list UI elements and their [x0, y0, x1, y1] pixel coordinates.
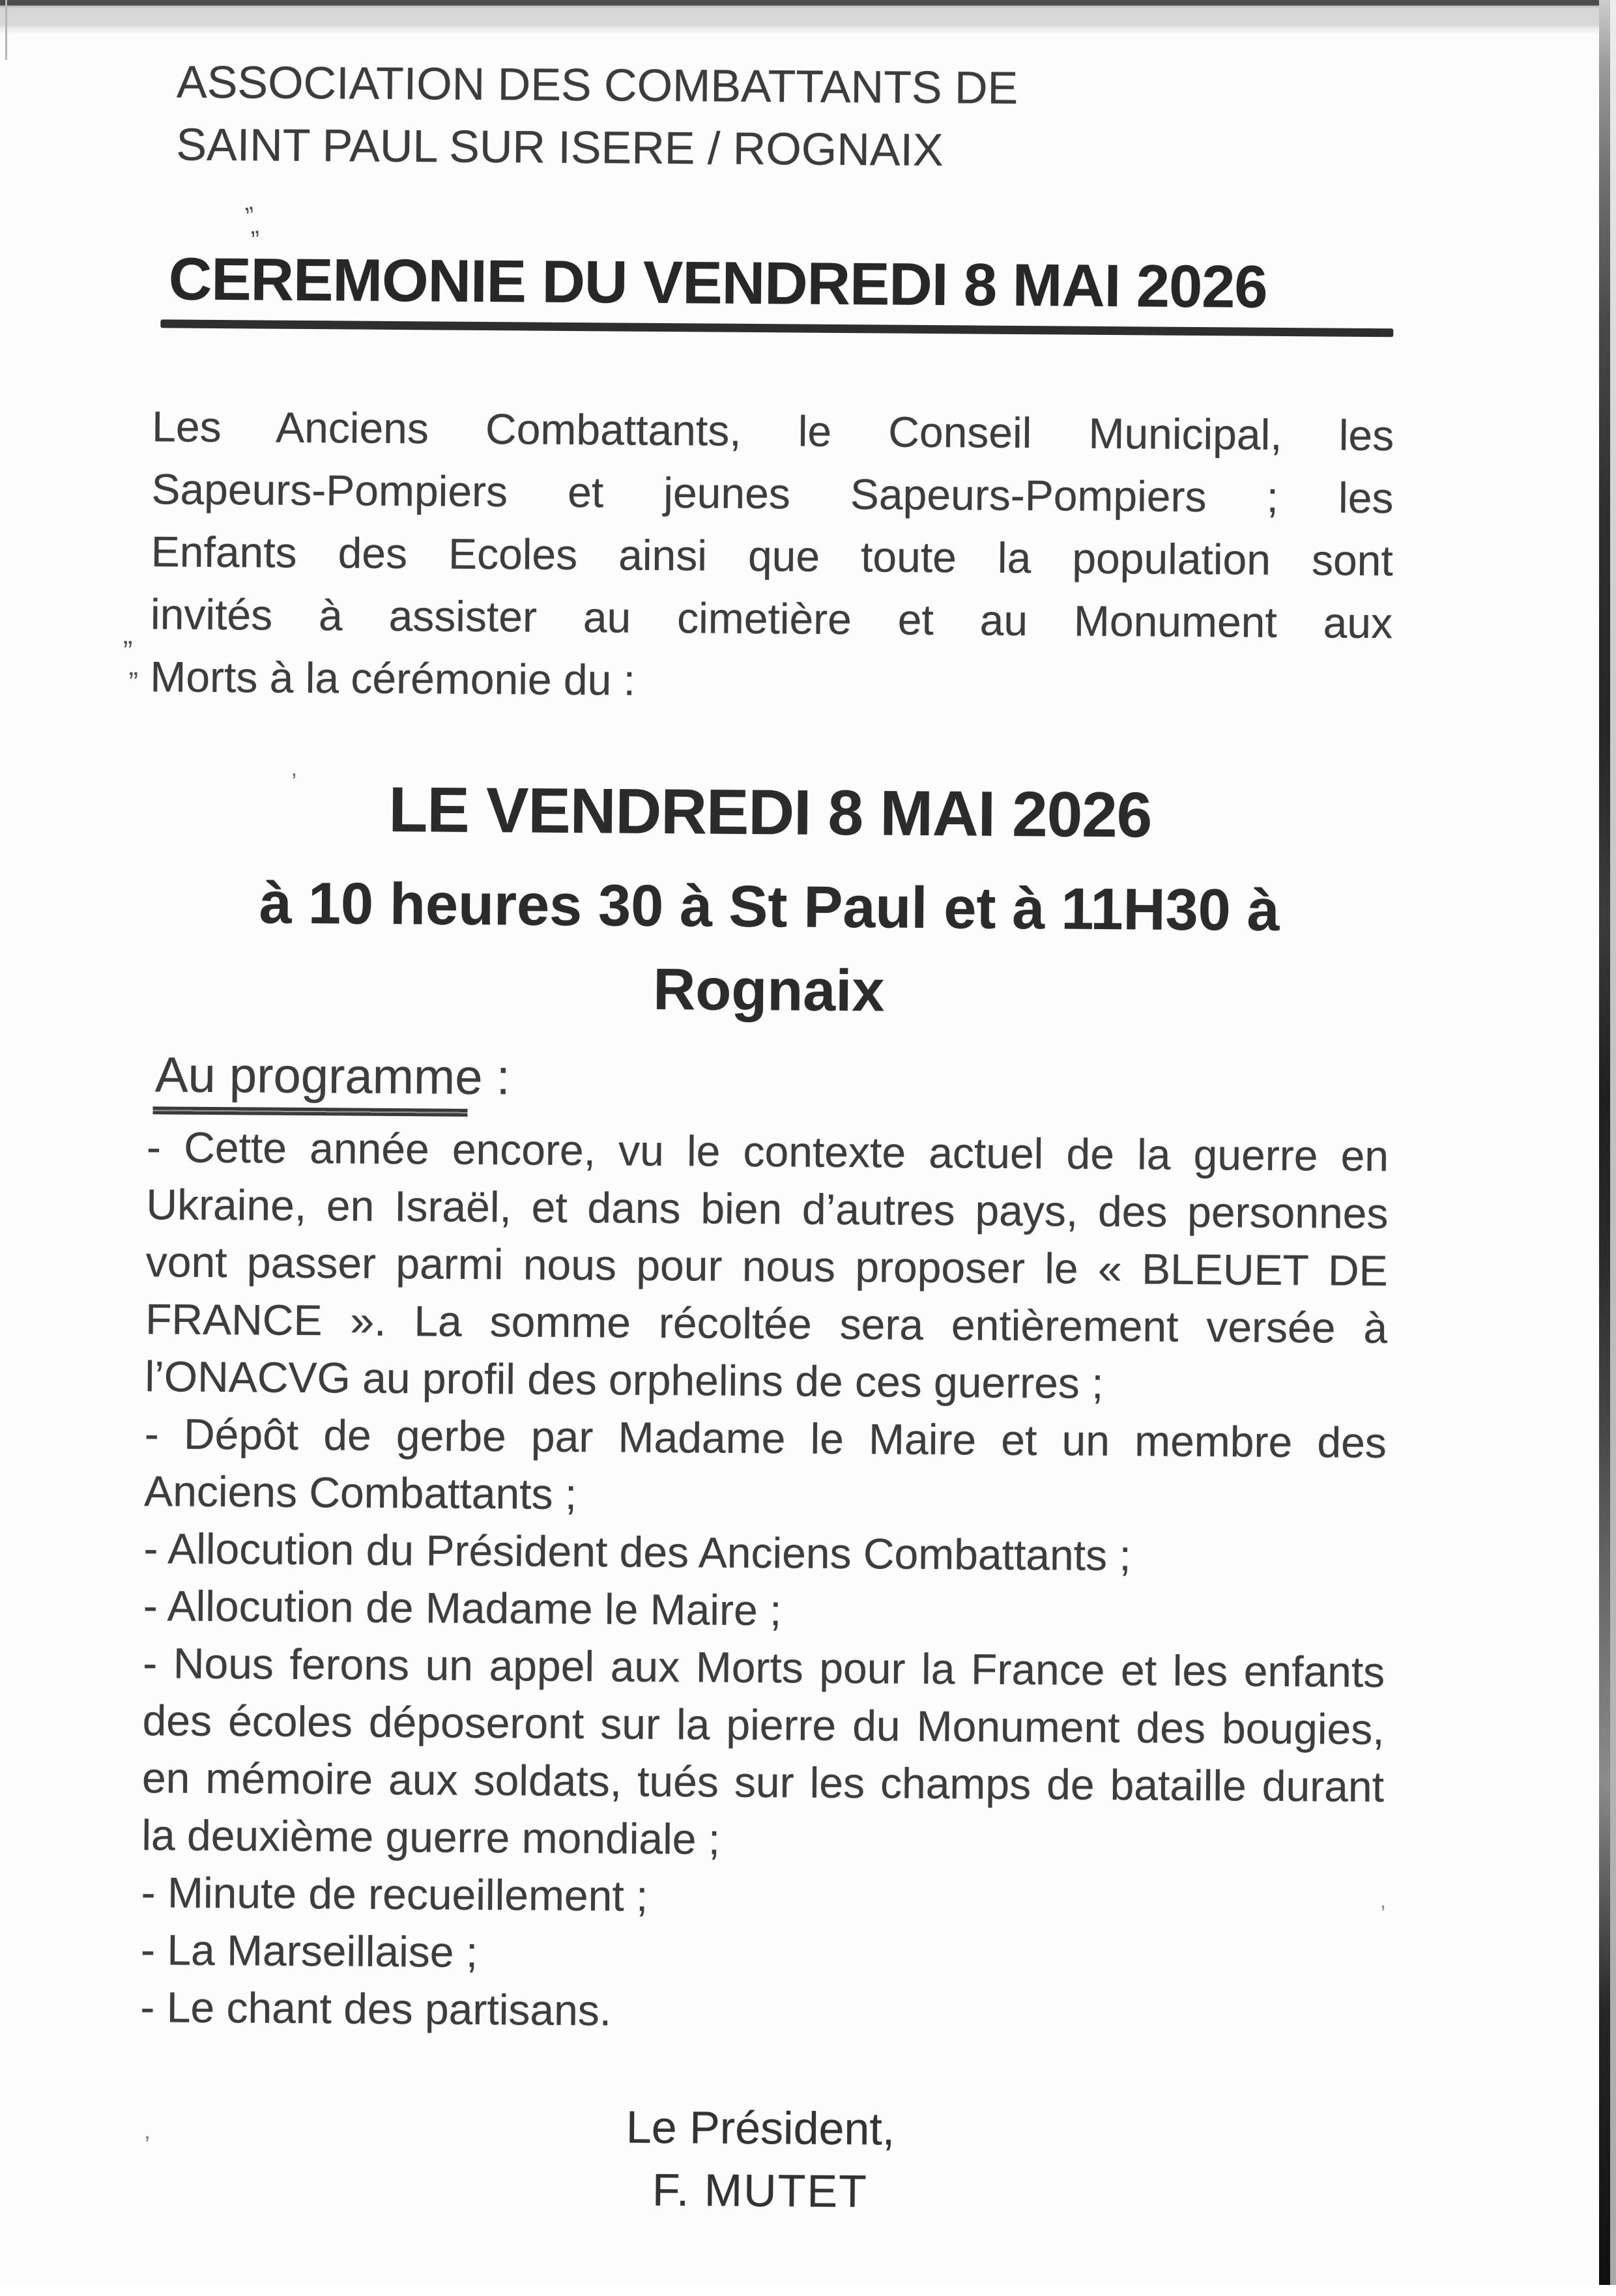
intro-paragraph: [150, 395, 1394, 717]
program-line: - Dépôt de gerbe par Madame le Maire et un membre des: [144, 1409, 1387, 1467]
scan-edge-right-dark-strip: [1599, 0, 1610, 2285]
scan-edge-top-band: [0, 0, 1616, 35]
association-header: [176, 51, 1018, 182]
scan-edge-right-outer-strip: [1610, 0, 1616, 2285]
association-name-line1: ASSOCIATION DES COMBATTANTS DE: [176, 56, 1018, 113]
ink-speck: ‚: [144, 2117, 151, 2144]
program-line: - Allocution de Madame le Maire ;: [143, 1581, 782, 1635]
program-line: - Nous ferons un appel aux Morts pour la France et les enfants: [143, 1639, 1385, 1697]
intro-line: invités à assister au cimetière et au Monument aux: [150, 590, 1393, 648]
ink-speck: ’: [291, 768, 297, 795]
program-line: vont passer parmi nous pour nous proposer le « BLEUET DE: [145, 1237, 1389, 1295]
event-time-line: à 10 heures 30 à St Paul et à 11H30 à: [259, 870, 1280, 943]
ink-smudge: „: [239, 186, 255, 217]
program-heading: Au programme :: [154, 1047, 511, 1106]
intro-line: Morts à la cérémonie du :: [150, 652, 636, 704]
intro-line: Les Anciens Combattants, le Conseil Municipal, les: [151, 402, 1394, 460]
program-line: l’ONACVG au profil des orphelins de ces guerres ;: [145, 1352, 1104, 1408]
intro-line: Enfants des Ecoles ainsi que toute la population sont: [151, 527, 1394, 585]
ink-smudge: „: [248, 210, 260, 240]
program-line: - Cette année encore, vu le contexte actuel de la guerre en: [146, 1123, 1389, 1181]
signature-block: [139, 2092, 1381, 2226]
program-line: FRANCE ». La somme récoltée sera entièrement versée à: [145, 1295, 1388, 1353]
program-list: [140, 1118, 1389, 2045]
program-line: des écoles déposeront sur la pierre du Monument des bougies,: [142, 1696, 1385, 1754]
program-line: - Le chant des partisans.: [140, 1983, 612, 2035]
title-underline: [160, 319, 1393, 337]
program-heading-underline: [152, 1106, 467, 1117]
program-line: Anciens Combattants ;: [143, 1467, 577, 1519]
program-line: en mémoire aux soldats, tués sur les champs de bataille durant: [141, 1753, 1385, 1811]
event-place-line: Rognaix: [652, 956, 885, 1024]
ink-speck: ”: [128, 667, 139, 699]
program-line: - Minute de recueillement ;: [141, 1868, 648, 1920]
ink-speck: ’: [1380, 1901, 1386, 1927]
signature-title: Le Président,: [626, 2101, 895, 2155]
ink-speck: ”: [123, 635, 133, 668]
program-line: la deuxième guerre mondiale ;: [141, 1811, 721, 1863]
program-line: Ukraine, en Israël, et dans bien d’autres pays, des personnes: [146, 1180, 1389, 1238]
program-line: - La Marseillaise ;: [140, 1925, 478, 1976]
program-line: - Allocution du Président des Anciens Combattants ;: [143, 1524, 1132, 1580]
document-title: CEREMONIE DU VENDREDI 8 MAI 2026: [168, 246, 1267, 321]
event-date-line: LE VENDREDI 8 MAI 2026: [388, 773, 1152, 851]
association-name-line2: SAINT PAUL SUR ISERE / ROGNAIX: [176, 119, 944, 176]
intro-line: Sapeurs-Pompiers et jeunes Sapeurs-Pompiers ; les: [151, 465, 1394, 523]
signature-name: F. MUTET: [652, 2164, 869, 2217]
scan-edge-left-line: [5, 0, 7, 60]
